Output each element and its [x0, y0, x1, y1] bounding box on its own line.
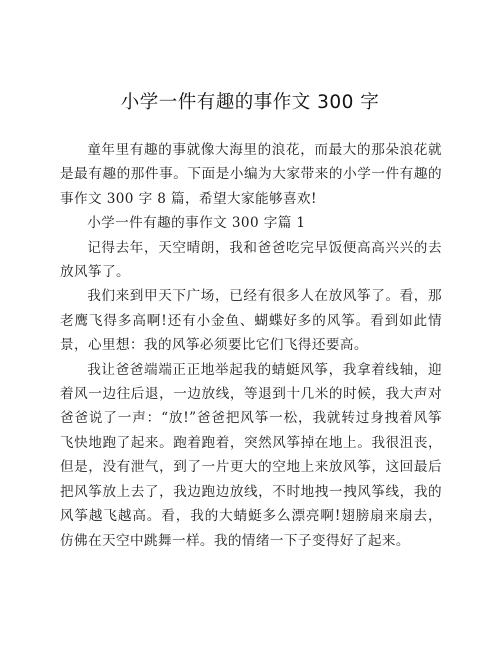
intro-paragraph: 童年里有趣的事就像大海里的浪花，而最大的那朵浪花就是最有趣的那件事。下面是小编为大家带来的小学一件有趣的事作文 300 字 8 篇，希望大家能够喜欢!: [60, 142, 442, 207]
body-paragraph: 我让爸爸端端正正地举起我的蜻蜓风筝，我拿着线轴，迎着风一边往后退，一边放线，等退到十几米的时候，我大声对爸爸说了一声：“放!”爸爸把风筝一松，我就转过身拽着风筝飞快地跑了起来。跑着跑着，突然风筝掉在地上。我很沮丧，但是，没有泄气，到了一片更大的空地上来放风筝，这回最后把风筝放上去了，我边跑边放线，不时地拽一拽风筝线，我的风筝越飞越高。看，我的大蜻蜓多么漂亮啊!翅膀扇来扇去，仿佛在天空中跳舞一样。我的情绪一下子变得好了起来。: [60, 361, 442, 549]
document-body: [60, 138, 442, 553]
document-title: 小学一件有趣的事作文 300 字: [120, 92, 380, 113]
body-paragraph: 记得去年，天空晴朗，我和爸爸吃完早饭便高高兴兴的去放风筝了。: [60, 239, 442, 281]
body-paragraph: 我们来到甲天下广场，已经有很多人在放风筝了。看，那老鹰飞得多高啊!还有小金鱼、蝴蝶好多的风筝。看到如此情景，心里想：我的风筝必须要比它们飞得还要高。: [60, 288, 442, 354]
section-heading: 小学一件有趣的事作文 300 字篇 1: [87, 215, 306, 232]
